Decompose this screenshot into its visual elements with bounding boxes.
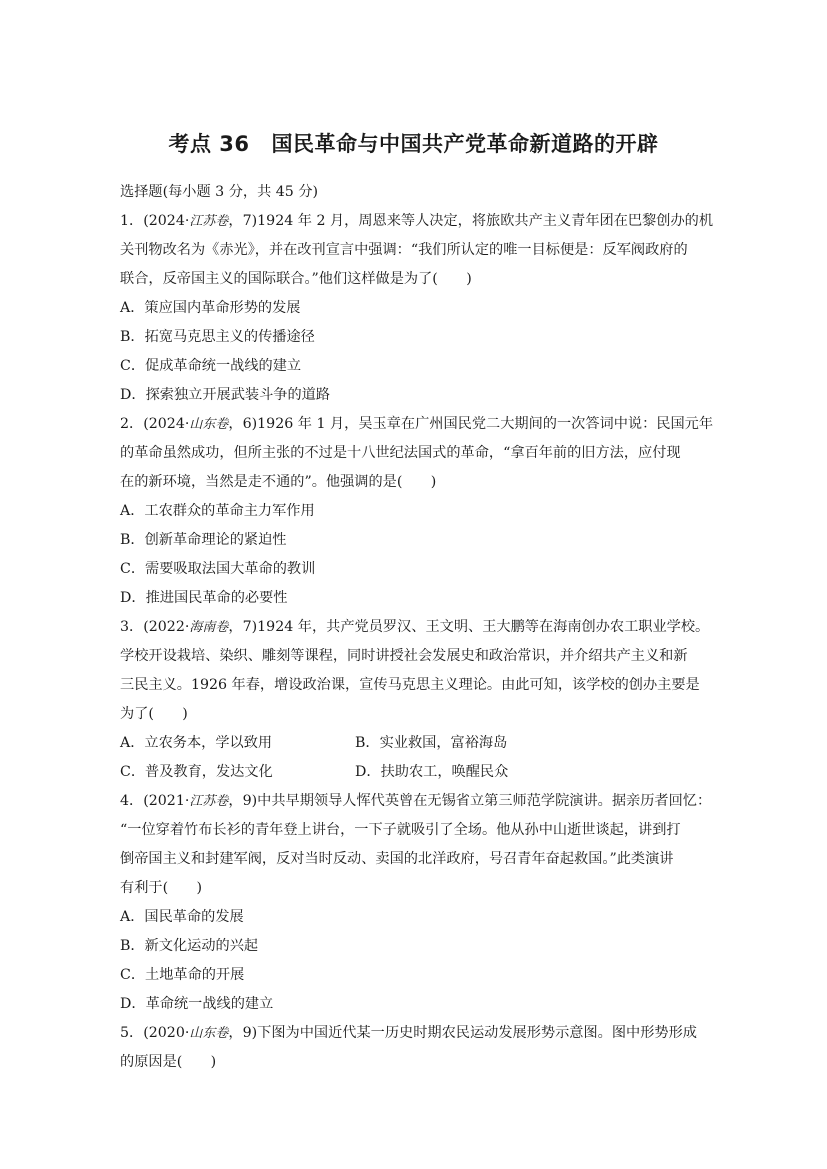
question-5-line-1: 5．(2020·山东卷，9)下图为中国近代某一历史时期农民运动发展形势示意图。图中形势形成: [120, 1025, 697, 1041]
question-1-option-b: B．拓宽马克思主义的传播途径: [120, 329, 315, 345]
question-3-option-d: D．扶助农工，唤醒民众: [355, 764, 509, 780]
question-2-option-d: D．推进国民革命的必要性: [120, 590, 288, 606]
question-1-option-d: D．探索独立开展武装斗争的道路: [120, 387, 331, 403]
question-1-line-3: 联合，反帝国主义的国际联合。”他们这样做是为了( ): [120, 271, 472, 287]
title-number: 考点 36: [168, 132, 250, 156]
question-3-line-2: 学校开设栽培、染织、雕刻等课程，同时讲授社会发展史和政治常识，并介绍共产主义和新: [120, 648, 688, 664]
question-5-line-2: 的原因是( ): [120, 1054, 217, 1070]
question-2-option-c: C．需要吸取法国大革命的教训: [120, 561, 316, 577]
question-source: 山东卷: [189, 417, 229, 432]
question-3-option-b: B．实业救国，富裕海岛: [355, 735, 508, 751]
question-4-line-1: 4．(2021·江苏卷，9)中共早期领导人恽代英曾在无锡省立第三师范学院演讲。据亲历者回忆：: [120, 793, 712, 809]
question-list: [120, 178, 714, 1077]
question-1-line-2: 关刊物改名为《赤光》，并在改刊宣言中强调：“我们所认定的唯一目标便是：反军阀政府的: [120, 242, 688, 258]
question-3-options-row-1: [120, 729, 710, 758]
question-4-option-a: A．国民革命的发展: [120, 909, 244, 925]
question-4-option-b: B．新文化运动的兴起: [120, 938, 259, 954]
question-2-line-3: 在的新环境，当然是走不通的”。他强调的是( ): [120, 474, 437, 490]
question-4-option-d: D．革命统一战线的建立: [120, 996, 274, 1012]
section-header: 选择题(每小题 3 分，共 45 分): [120, 184, 319, 200]
question-2-option-b: B．创新革命理论的紧迫性: [120, 532, 287, 548]
title-text: 国民革命与中国共产党革命新道路的开辟: [271, 132, 659, 156]
page-title: [0, 128, 827, 158]
question-1-option-c: C．促成革命统一战线的建立: [120, 358, 302, 374]
question-4-option-c: C．土地革命的开展: [120, 967, 245, 983]
question-2-option-a: A．工农群众的革命主力军作用: [120, 503, 315, 519]
question-3-option-c: C．普及教育，发达文化: [120, 764, 273, 780]
question-source: 江苏卷: [189, 794, 229, 809]
question-3-line-4: 为了( ): [120, 706, 188, 722]
question-3-line-1: 3．(2022·海南卷，7)1924 年，共产党员罗汉、王文明、王大鹏等在海南创办农工职业学校。: [120, 619, 710, 635]
question-1-line-1: 1．(2024·江苏卷，7)1924 年 2 月，周恩来等人决定，将旅欧共产主义青年团在巴黎创办的机: [120, 213, 714, 229]
question-2-line-2: 的革命虽然成功，但所主张的不过是十八世纪法国式的革命，“拿百年前的旧方法，应付现: [120, 445, 681, 461]
question-source: 海南卷: [189, 620, 229, 635]
question-1-option-a: A．策应国内革命形势的发展: [120, 300, 301, 316]
question-3-option-a: A．立农务本，学以致用: [120, 735, 273, 751]
question-4-line-2: “一位穿着竹布长衫的青年登上讲台，一下子就吸引了全场。他从孙中山逝世谈起，讲到打: [120, 822, 681, 838]
question-3-line-3: 三民主义。1926 年春，增设政治课，宣传马克思主义理论。由此可知，该学校的创办主要是: [120, 677, 700, 693]
question-3-options-row-2: [120, 758, 710, 787]
question-4-line-3: 倒帝国主义和封建军阀，反对当时反动、卖国的北洋政府，号召青年奋起救国。”此类演讲: [120, 851, 674, 867]
question-source: 山东卷: [189, 1026, 229, 1041]
question-2-line-1: 2．(2024·山东卷，6)1926 年 1 月，吴玉章在广州国民党二大期间的一次答词中说：民国元年: [120, 416, 714, 432]
question-source: 江苏卷: [189, 214, 229, 229]
question-4-line-4: 有利于( ): [120, 880, 203, 896]
